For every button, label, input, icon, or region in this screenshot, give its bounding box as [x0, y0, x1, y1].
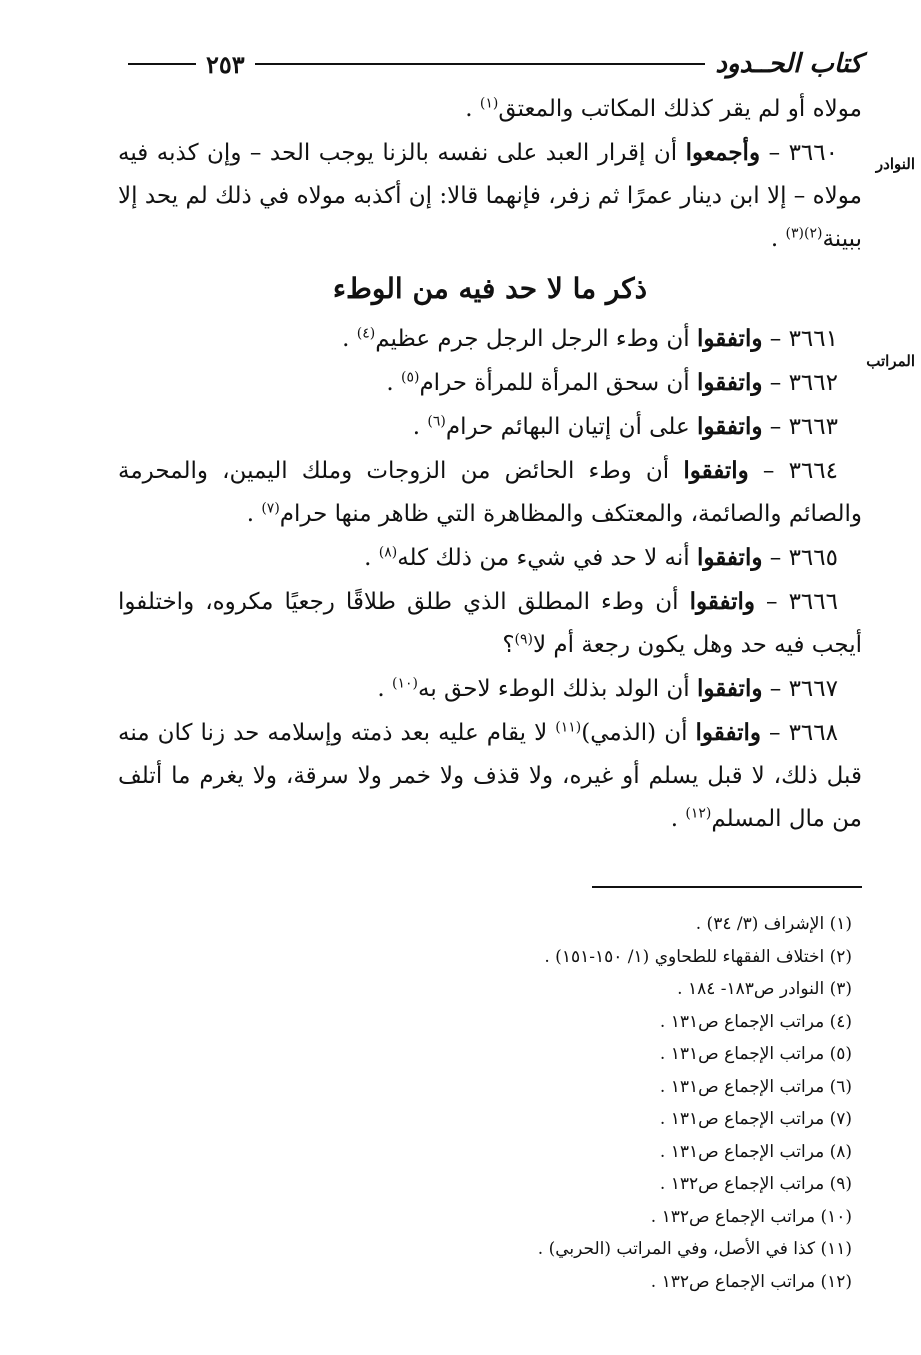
paragraph-end: . — [465, 96, 473, 122]
paragraph-text: مولاه أو لم يقر كذلك المكاتب والمعتق — [498, 96, 862, 122]
footnote-divider — [592, 886, 862, 888]
paragraph-number: ٣٦٦٨ – — [760, 720, 838, 746]
footnotes — [300, 908, 852, 1298]
header-rule-short — [128, 63, 196, 65]
paragraph-text: أنه لا حد في شيء من ذلك كله — [397, 545, 697, 571]
paragraph-text: أن سحق المرأة للمرأة حرام — [419, 370, 697, 396]
footnote: (١١) كذا في الأصل، وفي المراتب (الحربي) . — [537, 1239, 852, 1259]
paragraph-3668 — [118, 711, 862, 841]
paragraph-keyword: واتفقوا — [697, 325, 763, 352]
paragraph-3663 — [118, 405, 862, 449]
paragraph-text: أن الولد بذلك الوطء لاحق به — [418, 676, 697, 702]
footnote: (٩) مراتب الإجماع ص١٣٢ . — [659, 1174, 852, 1194]
footnote: (٤) مراتب الإجماع ص١٣١ . — [659, 1011, 852, 1032]
paragraph-keyword: واتفقوا — [697, 544, 763, 571]
margin-note-maratib: المراتب — [866, 352, 915, 370]
paragraph-end: . — [246, 501, 255, 527]
footnote: (١٠) مراتب الإجماع ص١٣٢ . — [650, 1206, 852, 1227]
paragraph-text: على أن إتيان البهائم حرام — [445, 414, 697, 440]
paragraph-keyword: واتفقوا — [695, 719, 761, 746]
paragraph-3665 — [118, 536, 862, 580]
footnote: (٢) اختلاف الفقهاء للطحاوي (١/ ١٥٠-١٥١) . — [544, 946, 852, 967]
footnote: (٥) مراتب الإجماع ص١٣١ . — [659, 1044, 852, 1064]
paragraph-text: أن وطء الرجل الرجل جرم عظيم — [375, 326, 697, 352]
paragraph-number: ٣٦٦٣ – — [762, 414, 838, 440]
paragraph-text: أن وطء الحائض من الزوجات وملك اليمين، والمحرمة والصائم والصائمة، والمعتكف والمظاهرة التي ظاهر منها حرام — [118, 458, 862, 527]
main-text — [118, 88, 862, 841]
footnote: (١) الإشراف (٣/ ٣٤) . — [695, 914, 852, 934]
page-number: ٢٥٣ — [206, 49, 245, 79]
footnote-ref: (٦) — [427, 413, 446, 430]
paragraph-keyword: واتفقوا — [697, 369, 763, 396]
footnote-ref: (١٠) — [392, 675, 418, 692]
paragraph-end: ؟ — [502, 632, 515, 658]
paragraph-end: . — [386, 370, 394, 396]
paragraph-3667 — [118, 667, 862, 711]
paragraph-text: أن وطء المطلق الذي طلق طلاقًا رجعيًا مكروه، واختلفوا أيجب فيه حد وهل يكون رجعة أم لا — [118, 589, 862, 658]
paragraph-number: ٣٦٦٠ – — [760, 140, 838, 166]
paragraph-number: ٣٦٦١ – — [762, 326, 838, 352]
paragraph-number: ٣٦٦٦ – — [755, 589, 838, 615]
paragraph-text: أن (الذمي) — [581, 720, 696, 746]
paragraph-text: أن إقرار العبد على نفسه بالزنا يوجب الحد – وإن كذبه فيه مولاه – إلا ابن دينار عمرًا ثم زفر، فإنهما قالا: إن أكذبه مولاه في ذلك لم يحد إلا ببينة — [118, 140, 862, 252]
paragraph-3660 — [118, 131, 862, 261]
paragraph-number: ٣٦٦٢ – — [762, 370, 838, 396]
book-title: كتاب الحــدود — [715, 49, 862, 79]
paragraph-keyword: واتفقوا — [697, 675, 763, 702]
footnote-ref: (٩) — [514, 631, 533, 648]
running-header — [118, 40, 862, 88]
paragraph-end: . — [342, 326, 350, 352]
paragraph-keyword: واتفقوا — [689, 588, 756, 615]
paragraph-3664 — [118, 449, 862, 536]
footnote-ref: (١١) — [555, 719, 582, 736]
paragraph-keyword: واتفقوا — [697, 413, 763, 440]
footnote-ref: (٤) — [356, 325, 376, 342]
paragraph-number: ٣٦٦٥ – — [762, 545, 838, 571]
paragraph-keyword: وأجمعوا — [685, 139, 761, 166]
footnote-ref: (٢)(٣) — [785, 225, 823, 242]
paragraph-end: . — [377, 676, 385, 702]
paragraph-3666 — [118, 580, 862, 667]
paragraph-end: . — [670, 806, 679, 832]
footnote-ref: (٨) — [378, 544, 398, 561]
paragraph-end: . — [412, 414, 421, 440]
header-rule — [255, 63, 706, 65]
footnote: (١٢) مراتب الإجماع ص١٣٢ . — [650, 1271, 852, 1292]
footnote-ref: (٥) — [400, 369, 420, 386]
footnote: (٦) مراتب الإجماع ص١٣١ . — [659, 1076, 852, 1097]
footnote-ref: (١) — [479, 95, 499, 112]
margin-note-nawadir: النوادر — [875, 155, 915, 173]
footnote: (٧) مراتب الإجماع ص١٣١ . — [659, 1109, 852, 1129]
paragraph-text: لا يقام عليه بعد ذمته وإسلامه حد زنا كان منه قبل ذلك، لا قبل يسلم أو غيره، ولا قذف ولا خمر ولا سرقة، ولا يغرم ما أتلف من مال المسلم — [118, 720, 862, 832]
paragraph-3661 — [118, 317, 862, 361]
footnote: (٣) النوادر ص١٨٣- ١٨٤ . — [677, 979, 852, 999]
paragraph-end: . — [770, 226, 779, 252]
paragraph-keyword: واتفقوا — [683, 457, 749, 484]
paragraph-number: ٣٦٦٤ – — [748, 458, 839, 484]
paragraph-number: ٣٦٦٧ – — [762, 676, 838, 702]
section-heading: ذكر ما لا حد فيه من الوطء — [332, 272, 648, 305]
paragraph — [118, 88, 862, 131]
paragraph-end: . — [364, 545, 372, 571]
footnote-ref: (١٢) — [685, 805, 712, 822]
paragraph-3662 — [118, 361, 862, 405]
footnote: (٨) مراتب الإجماع ص١٣١ . — [659, 1141, 852, 1162]
footnote-ref: (٧) — [261, 500, 280, 517]
